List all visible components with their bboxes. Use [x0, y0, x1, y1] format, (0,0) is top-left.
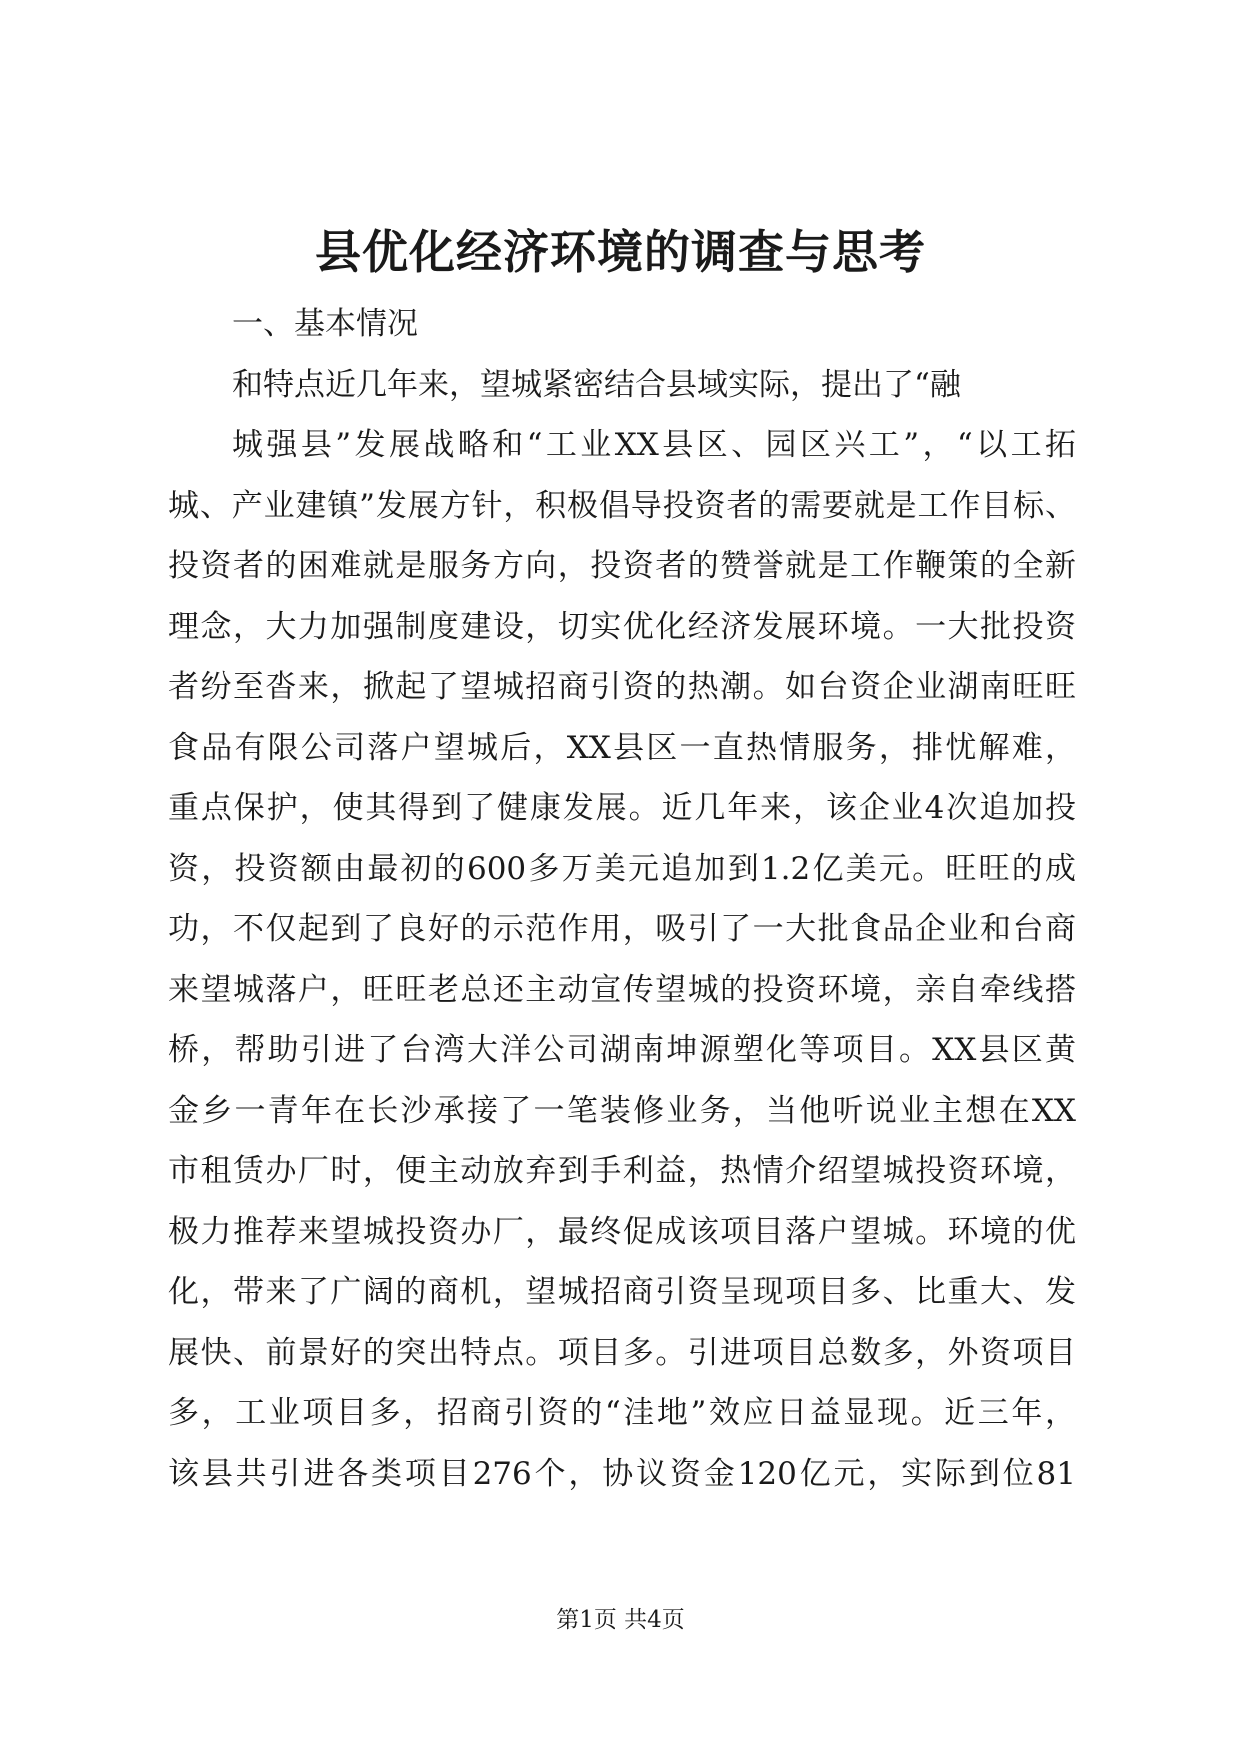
text-line: 金乡一青年在长沙承接了一笔装修业务，当他听说业主想在XX — [168, 1092, 1076, 1129]
text-line: 该县共引进各类项目276个，协议资金120亿元，实际到位81 — [168, 1455, 1076, 1492]
text-line: 投资者的困难就是服务方向，投资者的赞誉就是工作鞭策的全新 — [168, 548, 1076, 584]
text-line: 桥，帮助引进了台湾大洋公司湖南坤源塑化等项目。XX县区黄 — [168, 1032, 1076, 1068]
section-heading: 一、基本情况 — [232, 306, 418, 342]
document-body — [168, 294, 1076, 1504]
text-line: 食品有限公司落户望城后，XX县区一直热情服务，排忧解难， — [168, 729, 1076, 766]
text-line: 城、产业建镇”发展方针，积极倡导投资者的需要就是工作目标、 — [168, 487, 1076, 524]
document-title: 县优化经济环境的调查与思考 — [315, 225, 926, 279]
text-line: 多，工业项目多，招商引资的“洼地”效应日益显现。近三年， — [168, 1395, 1076, 1431]
text-line: 重点保护，使其得到了健康发展。近几年来，该企业4次追加投 — [168, 790, 1076, 826]
text-line: 者纷至沓来，掀起了望城招商引资的热潮。如台资企业湖南旺旺 — [168, 669, 1076, 705]
text-line: 市租赁办厂时，便主动放弃到手利益，热情介绍望城投资环境， — [168, 1153, 1076, 1189]
text-line: 城强县”发展战略和“工业XX县区、园区兴工”，“以工拓 — [232, 427, 1076, 463]
text-line: 化，带来了广阔的商机，望城招商引资呈现项目多、比重大、发 — [168, 1274, 1076, 1310]
text-line: 理念，大力加强制度建设，切实优化经济发展环境。一大批投资 — [168, 608, 1076, 645]
text-line: 资，投资额由最初的600多万美元追加到1.2亿美元。旺旺的成 — [168, 850, 1076, 887]
text-line: 来望城落户，旺旺老总还主动宣传望城的投资环境，亲自牵线搭 — [168, 971, 1076, 1008]
text-line: 展快、前景好的突出特点。项目多。引进项目总数多，外资项目 — [168, 1334, 1076, 1371]
text-line: 极力推荐来望城投资办厂，最终促成该项目落户望城。环境的优 — [168, 1213, 1076, 1250]
page-number: 第1页 共4页 — [556, 1607, 685, 1633]
text-line: 和特点近几年来，望城紧密结合县域实际，提出了“融 — [232, 366, 961, 403]
text-line: 功，不仅起到了良好的示范作用，吸引了一大批食品企业和台商 — [168, 911, 1076, 947]
